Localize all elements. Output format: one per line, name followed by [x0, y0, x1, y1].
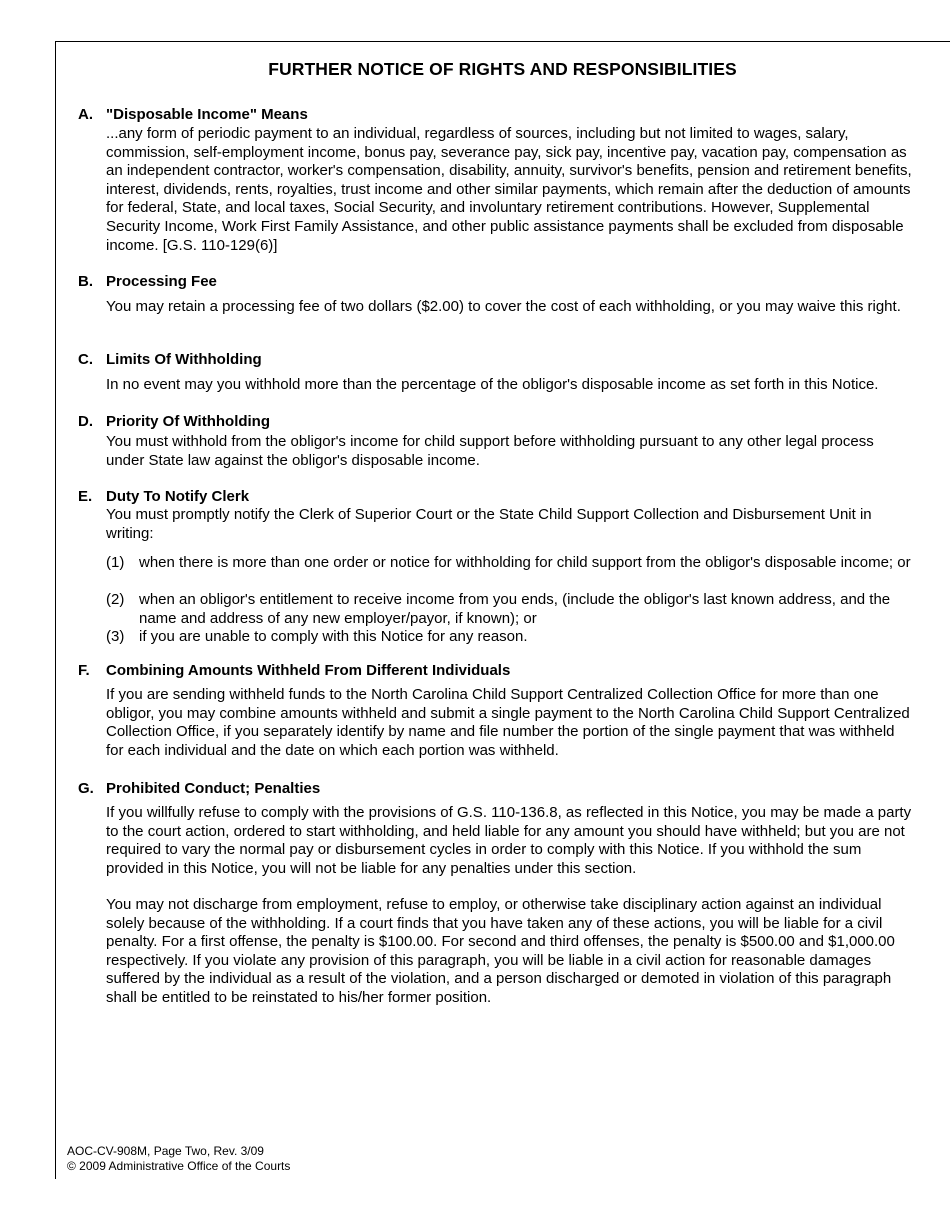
- section-heading: Combining Amounts Withheld From Different Individuals: [106, 662, 511, 679]
- section-body: In no event may you withhold more than the percentage of the obligor's disposable income as set forth in this Notice.: [106, 376, 879, 393]
- list-item-text: if you are unable to comply with this Notice for any reason.: [139, 628, 528, 645]
- list-item-number: (2): [106, 591, 125, 608]
- list-item-text: when there is more than one order or notice for withholding for child support from the obligor's disposable income; or: [139, 554, 911, 571]
- page-border-top: [55, 41, 950, 42]
- section-heading: "Disposable Income" Means: [106, 106, 308, 123]
- section-letter: A.: [78, 106, 93, 123]
- section-letter: E.: [78, 488, 93, 505]
- section-letter: C.: [78, 351, 93, 368]
- section-letter: G.: [78, 780, 94, 797]
- section-letter: B.: [78, 273, 93, 290]
- section-heading: Prohibited Conduct; Penalties: [106, 780, 321, 797]
- section-body: You must withhold from the obligor's income for child support before withholding pursuant to any other legal process under State law against the obligor's disposable income.: [106, 433, 874, 469]
- list-item-number: (3): [106, 628, 125, 645]
- section-body: You may retain a processing fee of two dollars ($2.00) to cover the cost of each withholding, or you may waive this right.: [106, 298, 901, 315]
- page-border-left: [55, 41, 56, 1179]
- footer-copyright: © 2009 Administrative Office of the Courts: [67, 1159, 291, 1173]
- section-heading: Duty To Notify Clerk: [106, 488, 250, 505]
- section-letter: F.: [78, 662, 90, 679]
- section-body: If you willfully refuse to comply with the provisions of G.S. 110-136.8, as reflected in this Notice, you may be made a party to the court action, ordered to start withholding, and held liable for any amount you should have withheld; but you are not required to vary the normal pay or disbursement cycles in order to comply with this Notice. If you withhold the sum provided in this Notice, you will not be liable for any penalties under this section.: [106, 804, 912, 877]
- section-body: You must promptly notify the Clerk of Superior Court or the State Child Support Collection and Disbursement Unit in writing:: [106, 506, 872, 542]
- section-heading: Limits Of Withholding: [106, 351, 262, 368]
- section-body-paragraph-2: You may not discharge from employment, refuse to employ, or otherwise take disciplinary action against an individual solely because of the withholding. If a court finds that you have taken any of these actions, you will be liable for a civil penalty. For a first offense, the penalty is $100.00. For second and third offenses, the penalty is $500.00 and $1,000.00 respectively. If you violate any provision of this paragraph, you will be liable in a civil action for reasonable damages suffered by the individual as a result of the violation, and a person discharged or demoted in violation of this paragraph shall be entitled to be reinstated to his/her former position.: [106, 896, 895, 1006]
- footer-form-id: AOC-CV-908M, Page Two, Rev. 3/09: [67, 1144, 264, 1158]
- section-body: If you are sending withheld funds to the North Carolina Child Support Centralized Collection Office for more than one obligor, you may combine amounts withheld and submit a single payment to the North Carolina Child Support Centralized Collection Office, if you separately identify by name and file number the portion of the single payment that was withheld for each individual and the date on which each portion was withheld.: [106, 686, 910, 759]
- section-body: ...any form of periodic payment to an individual, regardless of sources, including but not limited to wages, salary, commission, self-employment income, bonus pay, severance pay, sick pay, incentive pay, vacation pay, compensation as an independent contractor, worker's compensation, disability, annuity, survivor's benefits, pension and retirement benefits, interest, dividends, rents, royalties, trust income and other similar payments, which remain after the deduction of amounts for federal, State, and local taxes, Social Security, and involuntary retirement contributions. However, Supplemental Security Income, Work First Family Assistance, and other public assistance payments shall be excluded from disposable income. [G.S. 110-129(6)]: [106, 125, 912, 254]
- page-title: FURTHER NOTICE OF RIGHTS AND RESPONSIBILITIES: [268, 59, 737, 79]
- section-letter: D.: [78, 413, 93, 430]
- list-item-number: (1): [106, 554, 125, 571]
- section-heading: Priority Of Withholding: [106, 413, 271, 430]
- list-item-text: when an obligor's entitlement to receive income from you ends, (include the obligor's last known address, and the name and address of any new employer/payor, if known); or: [139, 591, 891, 627]
- section-heading: Processing Fee: [106, 273, 217, 290]
